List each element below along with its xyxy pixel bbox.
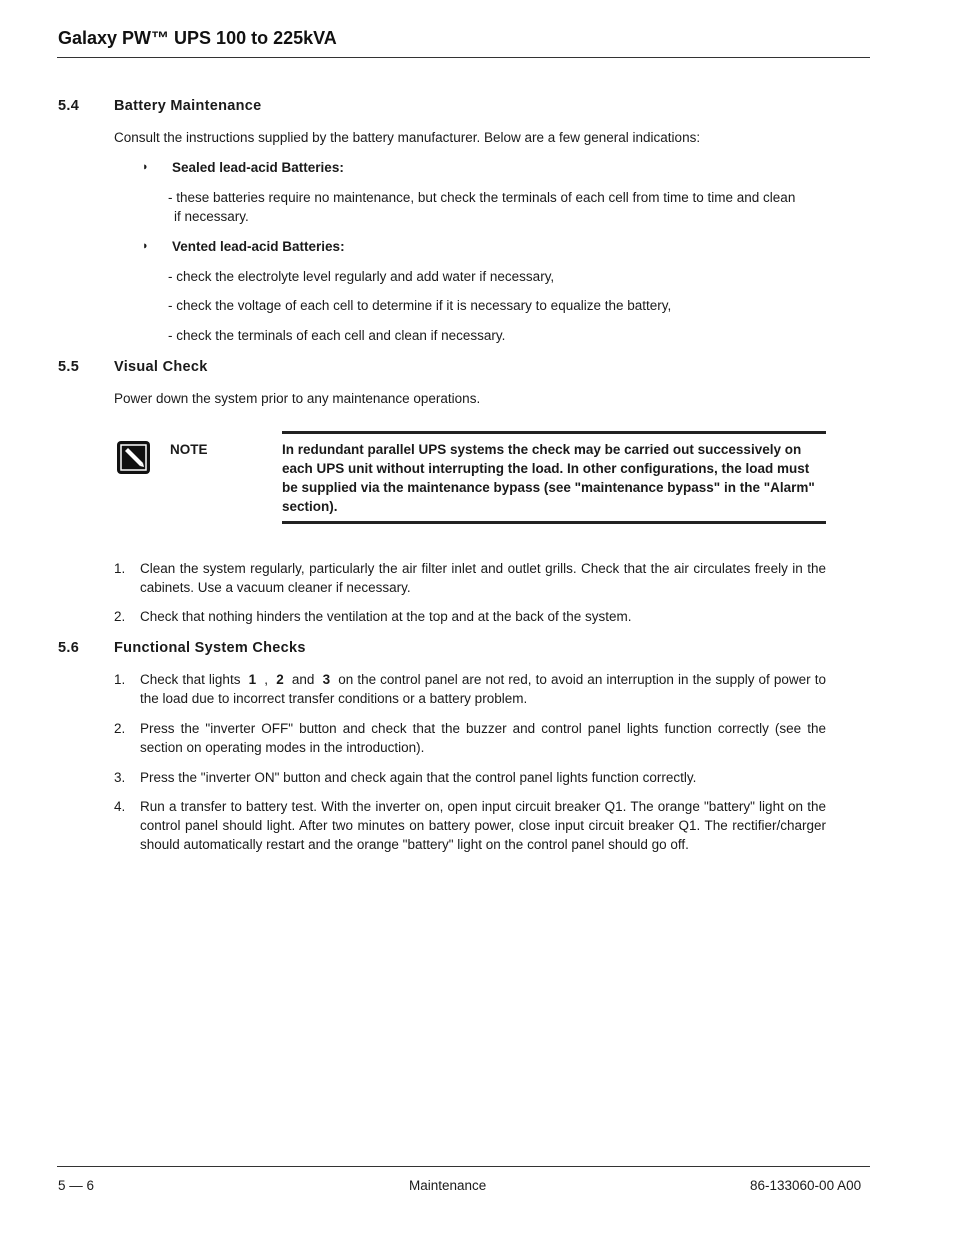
step-1-sep: , [264, 672, 269, 687]
vented-item: - check the voltage of each cell to determine if it is necessary to equalize the battery, [168, 298, 672, 313]
step-text: Run a transfer to battery test. With the inverter on, open input circuit breaker Q1. The orange "battery" light on the control panel should light. After two minutes on battery power, close input circuit breaker Q1. The rectifier/charger should automatically restart and the orange "battery" light on the control panel should go off. [140, 799, 826, 852]
step-1-post: on the control panel are not red, to avoid an interruption in the supply of power to the load due to incorrect transfer conditions or a battery problem. [140, 672, 826, 706]
section-number-5-6: 5.6 [58, 640, 80, 656]
section-number-5-5: 5.5 [58, 359, 80, 375]
visual-check-intro: Power down the system prior to any maintenance operations. [114, 391, 481, 406]
vented-label: Vented lead-acid Batteries: [172, 239, 345, 254]
document-title: Galaxy PW™ UPS 100 to 225kVA [58, 28, 337, 48]
battery-intro: Consult the instructions supplied by the battery manufacturer. Below are a few general indications: [114, 130, 701, 145]
bullet-icon: ◗ [142, 161, 149, 173]
page-number: 5 — 6 [58, 1178, 95, 1193]
light-1-label: 1 [248, 672, 257, 687]
light-3-label: 3 [322, 672, 331, 687]
section-title-functional-checks: Functional System Checks [114, 640, 306, 656]
sealed-item-line-2: if necessary. [174, 209, 249, 224]
step-number: 3. [114, 770, 126, 785]
step-number: 2. [114, 721, 126, 736]
header-rule [57, 57, 870, 58]
step-number: 4. [114, 799, 126, 814]
note-top-rule [282, 431, 826, 434]
note-bottom-rule [282, 521, 826, 524]
note-text: In redundant parallel UPS systems the check may be carried out successively on each UPS unit without interrupting the load. In other configurations, the load must be supplied via the maintenance bypass (see "maintenance bypass" in the "Alarm" section). [282, 442, 815, 514]
step-text: Clean the system regularly, particularly the air filter inlet and outlet grills. Check that the air circulates freely in the cabinets. Use a vacuum cleaner if necessary. [140, 561, 826, 595]
section-title-visual-check: Visual Check [114, 359, 208, 375]
light-2-label: 2 [276, 672, 284, 687]
footer-rule [57, 1166, 870, 1167]
document-number: 86-133060-00 A00 [750, 1178, 862, 1193]
chapter-name: Maintenance [409, 1178, 487, 1193]
step-number: 1. [114, 672, 126, 687]
section-title-battery-maintenance: Battery Maintenance [114, 98, 262, 114]
step-1-pre: Check that lights [140, 672, 241, 687]
bullet-icon: ◗ [142, 240, 149, 252]
step-text: Press the "inverter OFF" button and check that the buzzer and control panel lights function correctly (see the section on operating modes in the introduction). [140, 721, 826, 755]
step-1-text [140, 670, 826, 708]
section-number-5-4: 5.4 [58, 98, 80, 114]
note-label: NOTE [170, 442, 208, 457]
step-text: Press the "inverter ON" button and check again that the control panel lights function correctly. [140, 770, 697, 785]
vented-item: - check the terminals of each cell and clean if necessary. [168, 328, 506, 343]
step-text: Check that nothing hinders the ventilation at the top and at the back of the system. [140, 609, 632, 624]
pencil-note-icon [117, 441, 150, 474]
step-1-and: and [291, 672, 315, 687]
step-number: 1. [114, 561, 126, 576]
sealed-item-line-1: - these batteries require no maintenance, but check the terminals of each cell from time to time and clean [168, 190, 796, 205]
sealed-label: Sealed lead-acid Batteries: [172, 160, 344, 175]
vented-item: - check the electrolyte level regularly and add water if necessary, [168, 269, 555, 284]
step-number: 2. [114, 609, 126, 624]
